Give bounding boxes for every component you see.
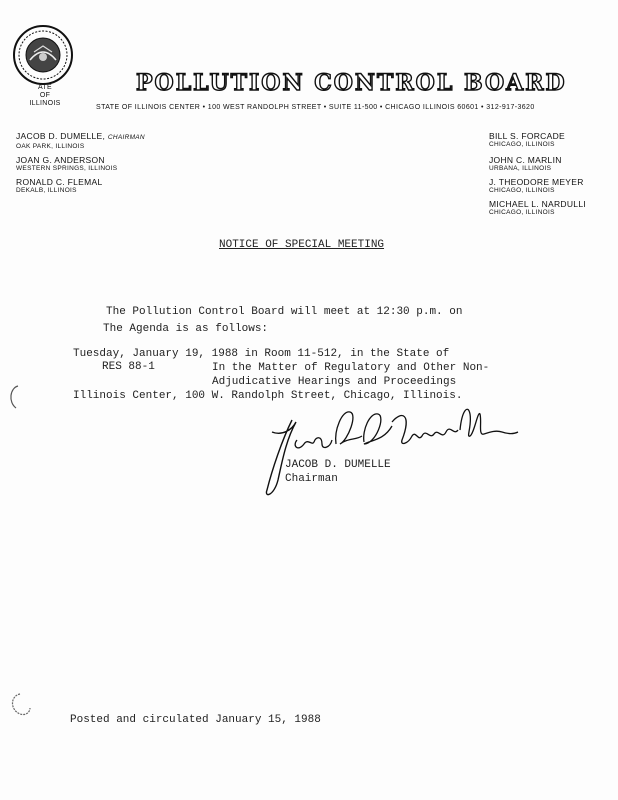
member-location: WESTERN SPRINGS, ILLINOIS <box>16 165 118 172</box>
seal-caption-line: ATE <box>38 84 52 91</box>
posted-line: Posted and circulated January 15, 1988 <box>70 714 321 726</box>
member-location: URBANA, ILLINOIS <box>489 165 552 172</box>
member-name: JOAN G. ANDERSON <box>16 155 105 165</box>
notice-line: Illinois Center, 100 W. Randolph Street, Chicago, Illinois. <box>73 390 463 402</box>
member-name: MICHAEL L. NARDULLI <box>489 199 587 209</box>
member-name: JOHN C. MARLIN <box>489 155 562 165</box>
seal-caption-line: OF <box>39 92 51 99</box>
member-location: OAK PARK, ILLINOIS <box>16 143 85 150</box>
signer-title: Chairman <box>285 473 338 485</box>
member-name: RONALD C. FLEMAL <box>16 177 103 187</box>
member-name: J. THEODORE MEYER <box>489 177 584 187</box>
member-anderson <box>16 155 117 173</box>
member-name: BILL S. FORCADE <box>489 131 565 141</box>
seal-caption-line: ILLINOIS <box>29 100 61 107</box>
member-dumelle <box>16 131 145 151</box>
signer-block <box>285 458 391 486</box>
member-location: CHICAGO, ILLINOIS <box>489 141 555 148</box>
agenda-item-title <box>212 361 489 389</box>
agenda-item-title-line: Adjudicative Hearings and Proceedings <box>212 376 457 388</box>
member-location: CHICAGO, ILLINOIS <box>489 209 555 216</box>
board-address: STATE OF ILLINOIS CENTER • 100 WEST RANDOLPH STREET • SUITE 11-500 • CHICAGO ILLINOIS 60601 • 312-917-3620 <box>96 104 535 111</box>
member-meyer <box>489 177 584 195</box>
member-name: JACOB D. DUMELLE, <box>16 131 106 141</box>
member-nardulli <box>489 199 586 217</box>
member-forcade <box>489 131 565 149</box>
signer-name: JACOB D. DUMELLE <box>285 459 391 471</box>
board-name: POLLUTION CONTROL BOARD <box>136 70 567 96</box>
agenda-item-title-line: In the Matter of Regulatory and Other Non- <box>212 362 490 374</box>
member-flemal <box>16 177 103 195</box>
agenda-item-code: RES 88-1 <box>102 361 155 373</box>
member-role: CHAIRMAN <box>107 134 145 141</box>
member-location: DEKALB, ILLINOIS <box>16 187 77 194</box>
scan-mark-icon <box>6 690 36 718</box>
member-location: CHICAGO, ILLINOIS <box>489 187 555 194</box>
scan-mark-icon <box>6 384 22 410</box>
agenda-intro: The Agenda is as follows: <box>103 323 269 335</box>
notice-line: Tuesday, January 19, 1988 in Room 11-512, in the State of <box>73 348 450 360</box>
notice-title: NOTICE OF SPECIAL MEETING <box>219 239 385 251</box>
seal-caption <box>14 84 76 108</box>
member-marlin <box>489 155 562 173</box>
state-seal-icon <box>12 24 74 86</box>
notice-line: The Pollution Control Board will meet at 12:30 p.m. on <box>73 306 463 318</box>
